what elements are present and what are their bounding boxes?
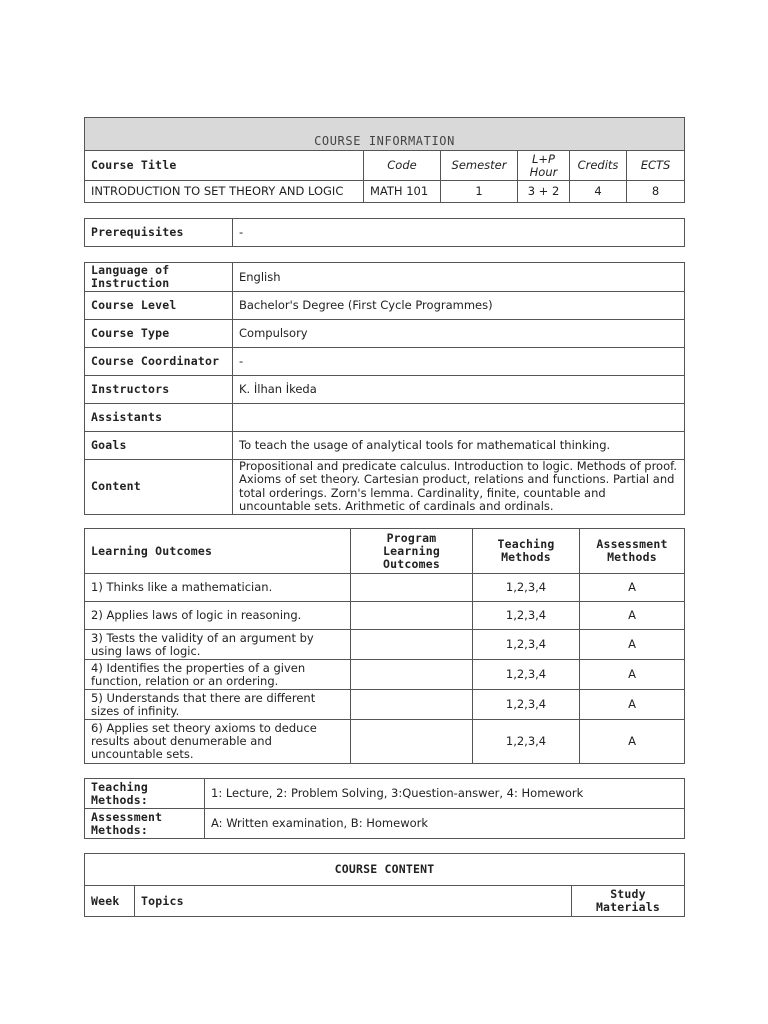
topics-header: Topics — [135, 886, 572, 917]
course-level-value: Bachelor's Degree (First Cycle Programmes) — [233, 292, 685, 320]
semester-header: Semester — [441, 151, 518, 181]
methods-table — [84, 778, 685, 839]
course-info-table — [84, 117, 685, 203]
prerequisites-table — [84, 218, 685, 247]
coordinator-value: - — [233, 348, 685, 376]
semester-value: 1 — [441, 181, 518, 203]
table-row — [85, 602, 685, 630]
course-type-value: Compulsory — [233, 320, 685, 348]
course-title-value: INTRODUCTION TO SET THEORY AND LOGIC — [85, 181, 364, 203]
assistants-label: Assistants — [85, 404, 233, 432]
content-label: Content — [85, 460, 233, 515]
prerequisites-label: Prerequisites — [85, 219, 233, 247]
teaching-methods-label: Teaching Methods: — [85, 779, 205, 809]
prerequisites-value: - — [233, 219, 685, 247]
table-row — [85, 630, 685, 660]
study-materials-header: Study Materials — [572, 886, 685, 917]
table-row — [85, 690, 685, 720]
outcome-program — [351, 574, 473, 602]
course-content-table — [84, 853, 685, 917]
program-outcomes-header: Program Learning Outcomes — [351, 529, 473, 574]
language-value: English — [233, 263, 685, 292]
course-title-header: Course Title — [85, 151, 364, 181]
credits-value: 4 — [570, 181, 627, 203]
assessment-methods-label: Assessment Methods: — [85, 809, 205, 839]
instructors-label: Instructors — [85, 376, 233, 404]
outcome-assessment: A — [580, 660, 685, 690]
assessment-methods-header: Assessment Methods — [580, 529, 685, 574]
assistants-value — [233, 404, 685, 432]
outcome-text: 4) Identifies the properties of a given function, relation or an ordering. — [85, 660, 351, 690]
outcomes-header: Learning Outcomes — [85, 529, 351, 574]
course-content-heading: COURSE CONTENT — [85, 854, 685, 886]
teaching-methods-header: Teaching Methods — [473, 529, 580, 574]
code-value: MATH 101 — [364, 181, 441, 203]
outcome-teaching: 1,2,3,4 — [473, 574, 580, 602]
outcome-assessment: A — [580, 630, 685, 660]
goals-value: To teach the usage of analytical tools for mathematical thinking. — [233, 432, 685, 460]
table-row — [85, 574, 685, 602]
table-row — [85, 720, 685, 764]
outcome-assessment: A — [580, 690, 685, 720]
ects-header: ECTS — [627, 151, 685, 181]
outcome-teaching: 1,2,3,4 — [473, 630, 580, 660]
table-row — [85, 660, 685, 690]
course-info-heading: COURSE INFORMATION — [85, 118, 685, 151]
hour-header: L+P Hour — [518, 151, 570, 181]
outcome-text: 1) Thinks like a mathematician. — [85, 574, 351, 602]
outcome-assessment: A — [580, 574, 685, 602]
content-value: Propositional and predicate calculus. Introduction to logic. Methods of proof. Axioms of set theory. Cartesian product, relations and functions. Partial and total orderings. Zorn's lemma. Cardinality, finite, countable and uncountable sets. Arithmetic of cardinals and ordinals. — [233, 460, 685, 515]
goals-label: Goals — [85, 432, 233, 460]
outcome-program — [351, 690, 473, 720]
ects-value: 8 — [627, 181, 685, 203]
learning-outcomes-table — [84, 528, 685, 764]
outcome-teaching: 1,2,3,4 — [473, 690, 580, 720]
outcome-teaching: 1,2,3,4 — [473, 720, 580, 764]
outcome-assessment: A — [580, 602, 685, 630]
code-header: Code — [364, 151, 441, 181]
hour-value: 3 + 2 — [518, 181, 570, 203]
outcome-program — [351, 660, 473, 690]
course-details-table — [84, 262, 685, 515]
outcome-teaching: 1,2,3,4 — [473, 660, 580, 690]
outcome-text: 3) Tests the validity of an argument by using laws of logic. — [85, 630, 351, 660]
teaching-methods-value: 1: Lecture, 2: Problem Solving, 3:Question-answer, 4: Homework — [205, 779, 685, 809]
assessment-methods-value: A: Written examination, B: Homework — [205, 809, 685, 839]
credits-header: Credits — [570, 151, 627, 181]
instructors-value: K. İlhan İkeda — [233, 376, 685, 404]
course-type-label: Course Type — [85, 320, 233, 348]
outcome-text: 2) Applies laws of logic in reasoning. — [85, 602, 351, 630]
outcome-program — [351, 630, 473, 660]
language-label: Language of Instruction — [85, 263, 233, 292]
outcome-text: 5) Understands that there are different sizes of infinity. — [85, 690, 351, 720]
outcome-assessment: A — [580, 720, 685, 764]
week-header: Week — [85, 886, 135, 917]
course-level-label: Course Level — [85, 292, 233, 320]
outcome-program — [351, 720, 473, 764]
outcome-text: 6) Applies set theory axioms to deduce results about denumerable and uncountable sets. — [85, 720, 351, 764]
coordinator-label: Course Coordinator — [85, 348, 233, 376]
outcome-program — [351, 602, 473, 630]
outcome-teaching: 1,2,3,4 — [473, 602, 580, 630]
